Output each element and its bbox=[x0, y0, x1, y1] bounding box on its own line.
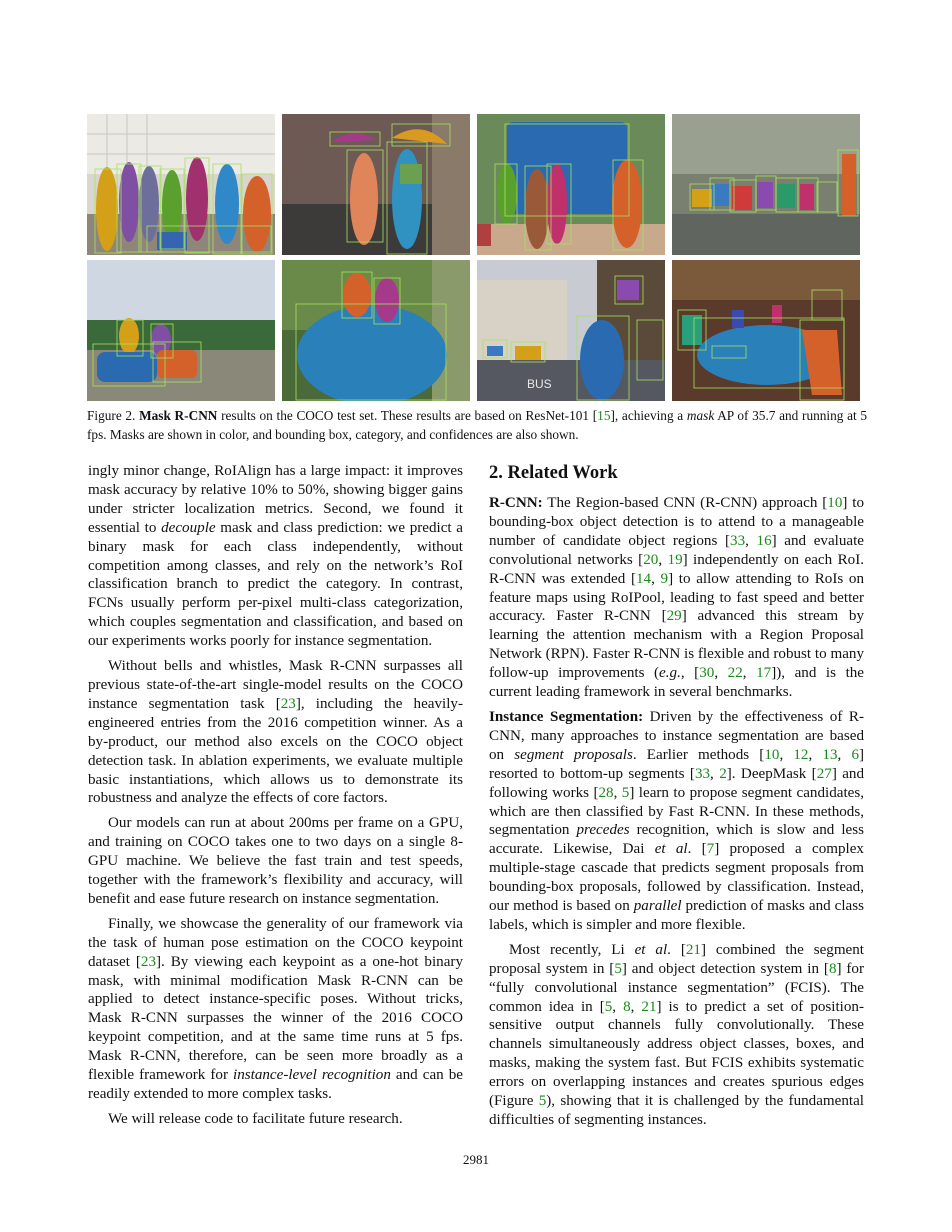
figure-panel-umbrella-couple bbox=[282, 114, 470, 255]
citation-link[interactable]: 8 bbox=[828, 960, 837, 977]
citation-link[interactable]: 12 bbox=[793, 746, 809, 763]
paragraph-speed: Our models can run at about 200ms per frame on a GPU, and training on COCO takes one to two days on a single 8-GPU machine. We believe the fast train and test speeds, together with the framework’s flexibility and accuracy, will benefit and ease future research on instance segmentation. bbox=[88, 815, 463, 907]
caption-label: Figure 2. bbox=[87, 408, 136, 423]
citation-link[interactable]: 13 bbox=[822, 746, 838, 763]
citation-link[interactable]: 20 bbox=[643, 551, 659, 568]
paragraph-release: We will release code to facilitate future research. bbox=[108, 1110, 403, 1127]
citation-link[interactable]: 5 bbox=[538, 1093, 547, 1110]
citation-link[interactable]: 16 bbox=[756, 532, 772, 549]
right-column bbox=[489, 462, 864, 1136]
citation-link[interactable]: 10 bbox=[827, 495, 843, 511]
svg-text:BUS: BUS bbox=[527, 377, 552, 391]
figure-2-grid bbox=[87, 114, 865, 401]
figure-panel-dining-room bbox=[672, 260, 860, 401]
citation-link[interactable]: 21 bbox=[641, 998, 657, 1015]
citation-link[interactable]: 29 bbox=[666, 608, 682, 625]
citation-link[interactable]: 22 bbox=[727, 665, 743, 682]
citation-link[interactable]: 14 bbox=[635, 570, 652, 587]
figure-panel-hillside-motorbikes bbox=[87, 260, 275, 401]
paragraph-roialign: ingly minor change, RoIAlign has a large impact: it improves mask accuracy by relative 10% to 50%, showing bigger gains under stricter localization metrics. Second, we found it essential to decouple mask and class prediction: we predict a binary mask for each class independently, without competition among classes, and rely on the network’s RoI classification branch to predict the category. In contrast, FCNs usually perform per-pixel multi-class categorization, which couples segmentation and classification, and based on our experiments works poorly for instance segmentation. bbox=[88, 463, 464, 650]
citation-link[interactable]: 2 bbox=[719, 765, 727, 782]
figure-caption: Figure 2. Mask R-CNN results on the COCO test set. These results are based on ResNet-101 [15], achieving a mask AP of 35.7 and running at 5 fps. Masks are shown in color, and bounding box, category, and confidences are also shown. bbox=[87, 408, 868, 442]
paragraph-keypoint: Finally, we showcase the generality of our framework via the task of human pose estimation on the COCO keypoint dataset [23]. By viewing each keypoint as a one-hot binary mask, with minimal modification Mask R-CNN can be applied to detect instance-specific poses. Without tricks, Mask R-CNN surpasses the winner of the 2016 COCO keypoint competition, and at the same time runs at 5 fps. Mask R-CNN, therefore, can be seen more broadly as a flexible framework for instance-level recognition and can be readily extended to more complex tasks. bbox=[88, 915, 463, 1102]
citation-link[interactable]: 15 bbox=[597, 408, 611, 423]
citation-link[interactable]: 8 bbox=[623, 998, 631, 1015]
citation-link[interactable]: 5 bbox=[604, 998, 613, 1015]
citation-link[interactable]: 17 bbox=[756, 665, 772, 682]
citation-link[interactable]: 7 bbox=[706, 841, 715, 858]
citation-link[interactable]: 30 bbox=[699, 665, 715, 682]
caption-title: Mask R-CNN bbox=[139, 408, 218, 423]
citation-link[interactable]: 5 bbox=[621, 784, 630, 801]
section-heading-related-work: 2. Related Work bbox=[489, 463, 618, 483]
paragraph-rcnn: R-CNN: The Region-based CNN (R-CNN) approach [10] to bounding-box object detection is to attend to a manageable number of candidate object regions [33, 16] and evaluate convolutional networks [20, 19] independently on each RoI. R-CNN was extended [14, 9] to allow attending to RoIs on feature maps using RoIPool, leading to fast speed and better accuracy. Faster R-CNN [29] advanced this stream by learning the attention mechanism with a Region Proposal Network (RPN). Faster R-CNN is flexible and robust to many follow-up improvements (e.g., [30, 22, 17]), and is the current leading framework in several benchmarks. bbox=[489, 495, 865, 701]
citation-link[interactable]: 33 bbox=[694, 765, 711, 782]
citation-link[interactable]: 19 bbox=[667, 551, 683, 568]
figure-panel-city-street-taxi bbox=[477, 260, 665, 401]
citation-link[interactable]: 21 bbox=[685, 941, 701, 958]
paragraph-fcis: Most recently, Li et al. [21] combined the segment proposal system in [5] and object detection system in [8] for “fully convolutional instance segmentation” (FCIS). The common idea in [5, 8, 21] is to predict a set of position-sensitive output channels fully convolutionally. These channels simultaneously address object classes, boxes, and masks, making the system fast. But FCIS exhibits systematic errors on overlapping instances and creates spurious edges (Figure 5), showing that it is challenged by the fundamental difficulties of segmenting instances. bbox=[489, 941, 864, 1128]
citation-link[interactable]: 27 bbox=[816, 765, 832, 782]
citation-link[interactable]: 28 bbox=[598, 784, 614, 801]
citation-link[interactable]: 10 bbox=[764, 746, 780, 763]
citation-link[interactable]: 5 bbox=[614, 960, 622, 977]
citation-link[interactable]: 23 bbox=[140, 953, 156, 970]
citation-link[interactable]: 33 bbox=[730, 532, 746, 549]
figure-panel-elephant-riders bbox=[282, 260, 470, 401]
paragraph-instance-segmentation: Instance Segmentation: Driven by the effectiveness of R-CNN, many approaches to instance segmentation are based on segment proposals. Earlier methods [10, 12, 13, 6] resorted to bottom-up segments [33, 2]. DeepMask [27] and following works [28, 5] learn to propose segment candidates, which are then classified by Fast R-CNN. In these methods, segmentation precedes recognition, which is slow and less accurate. Likewise, Dai et al. [7] proposed a complex multiple-stage cascade that predicts segment proposals from bounding-box proposals, followed by classification. Instead, our method is based on parallel prediction of masks and class labels, which is simpler and more flexible. bbox=[489, 708, 865, 933]
left-column bbox=[88, 462, 463, 1135]
page-number: 2981 bbox=[463, 1152, 489, 1167]
figure-panel-street-bus-people bbox=[477, 114, 665, 255]
citation-link[interactable]: 9 bbox=[660, 570, 669, 587]
citation-link[interactable]: 6 bbox=[851, 746, 859, 763]
citation-link[interactable]: 23 bbox=[280, 695, 296, 712]
figure-panel-office-group bbox=[87, 114, 275, 255]
paragraph-bells-whistles: Without bells and whistles, Mask R-CNN surpasses all previous state-of-the-art single-model results on the COCO instance segmentation task [23], including the heavily-engineered entries from the 2016 competition winner. As a by-product, our method also excels on the COCO object detection task. In ablation experiments, we evaluate multiple basic instantiations, which allows us to demonstrate its robustness and analyze the effects of core factors. bbox=[88, 658, 463, 807]
figure-panel-roadway-traffic bbox=[672, 114, 860, 255]
